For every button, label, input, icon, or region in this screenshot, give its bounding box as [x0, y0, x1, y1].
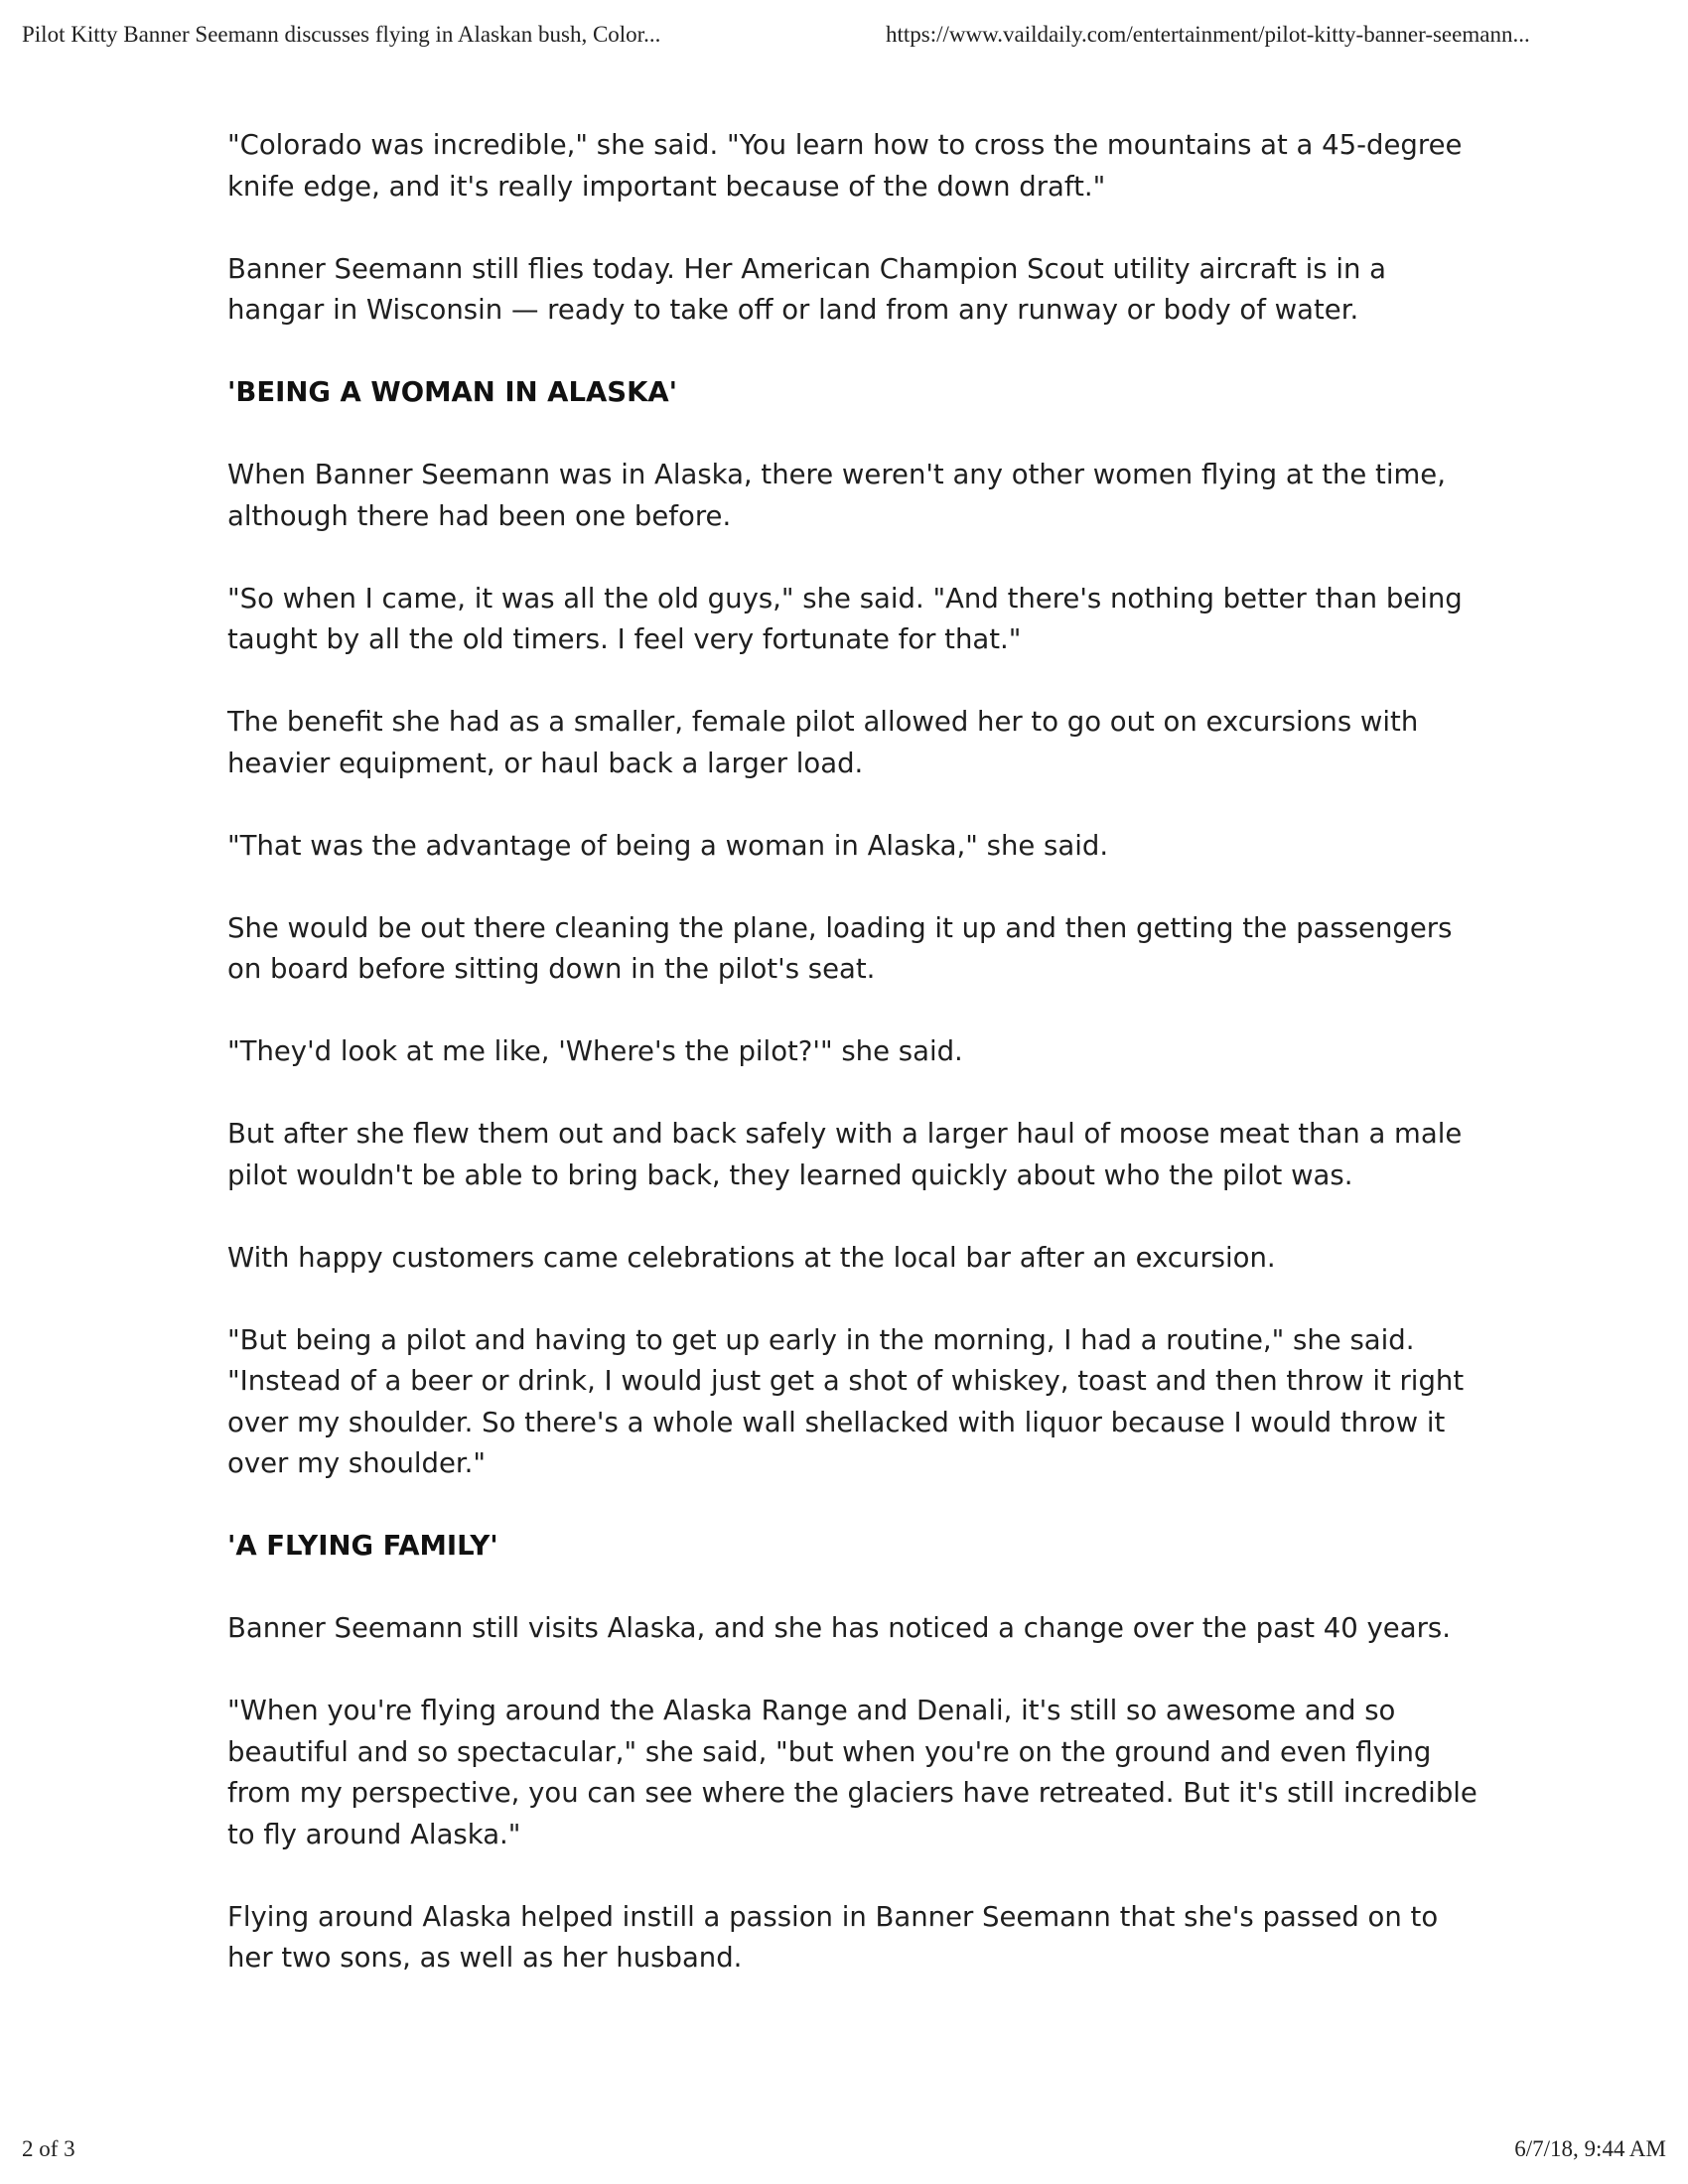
paragraph: Banner Seemann still flies today. Her American Champion Scout utility aircraft is in a hangar in Wisconsin — ready to take off or land from any runway or body of water.	[227, 252, 1387, 326]
paragraph: "When you're flying around the Alaska Range and Denali, it's still so awesome and so beautiful and so spectacular," she said, "but when you're on the ground and even flying from my perspective, you can see where the glaciers have retreated. But it's still incredible to fly around Alaska."	[227, 1695, 1477, 1850]
paragraph: "So when I came, it was all the old guys," she said. "And there's nothing better than being taught by all the old timers. I feel very fortunate for that."	[227, 582, 1463, 655]
paragraph: With happy customers came celebrations at the local bar after an excursion.	[227, 1241, 1276, 1274]
paragraph: She would be out there cleaning the plane, loading it up and then getting the passengers on board before sitting down in the pilot's seat.	[227, 911, 1453, 985]
section-heading: 'BEING A WOMAN IN ALASKA'	[227, 376, 678, 408]
paragraph: "They'd look at me like, 'Where's the pilot?'" she said.	[227, 1035, 963, 1067]
page-number: 2 of 3	[22, 2136, 75, 2161]
print-header	[22, 22, 1666, 62]
paragraph: The benefit she had as a smaller, female pilot allowed her to go out on excursions with heavier equipment, or haul back a larger load.	[227, 706, 1419, 779]
paragraph: Banner Seemann still visits Alaska, and she has noticed a change over the past 40 years.	[227, 1612, 1451, 1644]
paragraph: "Colorado was incredible," she said. "You learn how to cross the mountains at a 45-degree knife edge, and it's really important because of the down draft."	[227, 129, 1463, 203]
section-heading: 'A FLYING FAMILY'	[227, 1530, 498, 1562]
page-url: https://www.vaildaily.com/entertainment/pilot-kitty-banner-seemann...	[886, 22, 1530, 47]
paragraph: Flying around Alaska helped instill a passion in Banner Seemann that she's passed on to her two sons, as well as her husband.	[227, 1900, 1439, 1974]
article-body	[227, 125, 1488, 2020]
print-timestamp: 6/7/18, 9:44 AM	[1514, 2136, 1666, 2161]
paragraph: But after she flew them out and back safely with a larger haul of moose meat than a male pilot wouldn't be able to bring back, they learned quickly about who the pilot was.	[227, 1118, 1463, 1191]
paragraph: When Banner Seemann was in Alaska, there weren't any other women flying at the time, although there had been one before.	[227, 459, 1446, 532]
paragraph: "That was the advantage of being a woman in Alaska," she said.	[227, 829, 1109, 862]
print-footer	[22, 2128, 1666, 2162]
paragraph: "But being a pilot and having to get up early in the morning, I had a routine," she said. "Instead of a beer or drink, I would just get a shot of whiskey, toast and then throw it right over my shoulder. So there's a whole wall shellacked with liquor because I would throw it over my shoulder."	[227, 1323, 1465, 1479]
page-title: Pilot Kitty Banner Seemann discusses flying in Alaskan bush, Color...	[22, 22, 661, 47]
